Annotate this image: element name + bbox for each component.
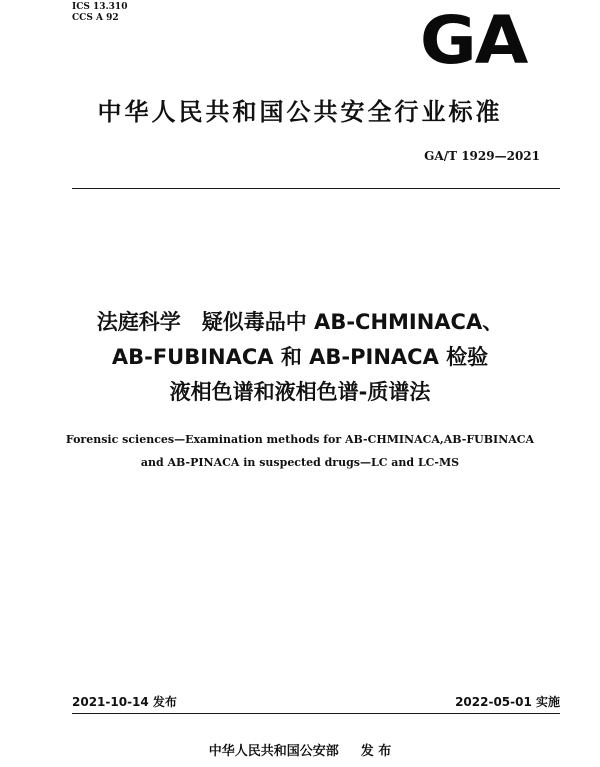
implement-date: 2022-05-01 实施: [455, 695, 560, 709]
ga-logo: GA: [419, 2, 526, 79]
ics-code: ICS 13.310: [72, 2, 128, 12]
issuer-name: 中华人民共和国公安部: [208, 744, 339, 759]
title-zh-line-2: AB-FUBINACA 和 AB-PINACA 检验: [111, 345, 489, 369]
classification-codes: [72, 2, 127, 24]
issue-date: 2021-10-14 发布: [72, 695, 177, 709]
title-en-line-1: Forensic sciences—Examination methods for AB-CHMINACA,AB-FUBINACA: [65, 433, 535, 446]
issuer-action: 发 布: [360, 744, 392, 759]
issuer-line: [0, 740, 600, 759]
top-divider: [72, 188, 560, 189]
title-zh-line-1: 法庭科学 疑似毒品中 AB-CHMINACA、: [96, 310, 504, 334]
title-zh-line-3: 液相色谱和液相色谱-质谱法: [169, 380, 431, 404]
ccs-code: CCS A 92: [72, 13, 119, 23]
title-en-line-2: and AB-PINACA in suspected drugs—LC and LC-MS: [140, 456, 460, 469]
standard-organization: 中华人民共和国公共安全行业标准: [97, 98, 503, 126]
bottom-divider: [72, 713, 560, 714]
standard-number: GA/T 1929—2021: [424, 149, 540, 163]
